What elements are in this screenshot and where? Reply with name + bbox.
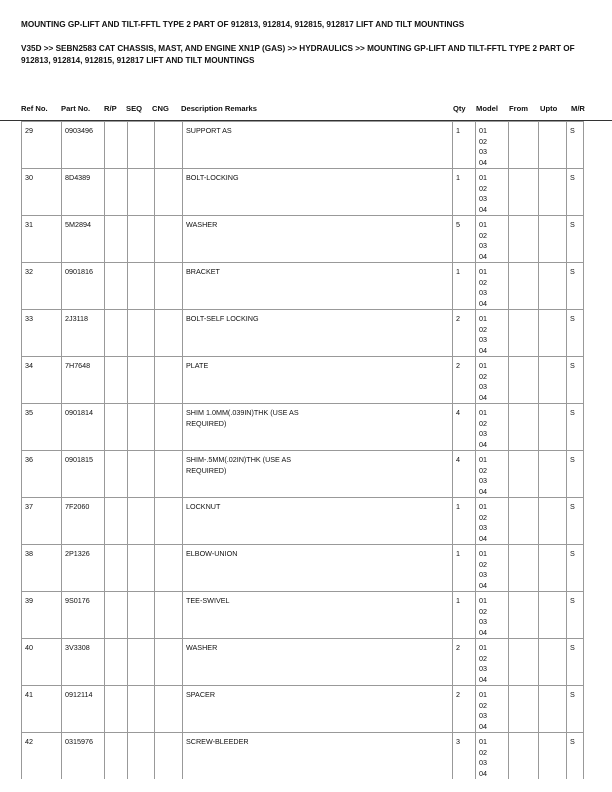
breadcrumb: V35D >> SEBN2583 CAT CHASSIS, MAST, AND ENGINE XN1P (GAS) >> HYDRAULICS >> MOUNTING GP-LIFT AND TILT-FFTL TYPE 2 PART OF 912813, 912814, 912815, 912817 LIFT AND TILT MOUNTINGS (21, 44, 575, 65)
cell-ref: 36 (22, 451, 62, 498)
cell-from (509, 357, 539, 404)
table-row (22, 310, 584, 357)
cell-from (509, 404, 539, 451)
cell-upto (539, 404, 567, 451)
cell-desc: ELBOW-UNION (183, 545, 453, 592)
cell-rp (105, 169, 128, 216)
cell-qty: 1 (453, 169, 476, 216)
table-row (22, 686, 584, 733)
cell-desc: PLATE (183, 357, 453, 404)
cell-from (509, 686, 539, 733)
cell-ref: 32 (22, 263, 62, 310)
cell-rp (105, 263, 128, 310)
col-model: Model (476, 104, 498, 113)
cell-model: 01 02 03 04 (476, 216, 509, 263)
cell-from (509, 545, 539, 592)
cell-desc: TEE-SWIVEL (183, 592, 453, 639)
cell-part: 0901815 (62, 451, 105, 498)
col-rp: R/P (104, 104, 117, 113)
cell-rp (105, 639, 128, 686)
cell-upto (539, 592, 567, 639)
cell-cng (155, 592, 183, 639)
cell-upto (539, 310, 567, 357)
cell-rp (105, 404, 128, 451)
cell-cng (155, 686, 183, 733)
cell-from (509, 216, 539, 263)
cell-cng (155, 263, 183, 310)
cell-part: 2J3118 (62, 310, 105, 357)
cell-upto (539, 216, 567, 263)
cell-ref: 42 (22, 733, 62, 780)
cell-rp (105, 498, 128, 545)
cell-from (509, 310, 539, 357)
cell-seq (128, 451, 155, 498)
col-seq: SEQ (126, 104, 143, 113)
cell-ref: 37 (22, 498, 62, 545)
cell-qty: 5 (453, 216, 476, 263)
cell-rp (105, 357, 128, 404)
cell-cng (155, 404, 183, 451)
cell-from (509, 592, 539, 639)
cell-part: 0912114 (62, 686, 105, 733)
cell-mr: S (567, 263, 584, 310)
cell-part: 7H7648 (62, 357, 105, 404)
cell-seq (128, 686, 155, 733)
cell-model: 01 02 03 04 (476, 310, 509, 357)
cell-ref: 29 (22, 122, 62, 169)
cell-desc: BOLT-SELF LOCKING (183, 310, 453, 357)
cell-seq (128, 357, 155, 404)
cell-cng (155, 451, 183, 498)
table-row (22, 263, 584, 310)
cell-mr: S (567, 122, 584, 169)
cell-seq (128, 310, 155, 357)
cell-mr: S (567, 404, 584, 451)
cell-upto (539, 357, 567, 404)
col-mr: M/R (571, 104, 585, 113)
cell-mr: S (567, 545, 584, 592)
cell-rp (105, 310, 128, 357)
cell-ref: 34 (22, 357, 62, 404)
cell-upto (539, 122, 567, 169)
cell-cng (155, 545, 183, 592)
cell-seq (128, 404, 155, 451)
cell-rp (105, 733, 128, 780)
cell-desc: SPACER (183, 686, 453, 733)
parts-table (21, 121, 584, 779)
cell-rp (105, 216, 128, 263)
cell-cng (155, 639, 183, 686)
cell-part: 0901814 (62, 404, 105, 451)
cell-upto (539, 686, 567, 733)
cell-qty: 4 (453, 404, 476, 451)
cell-cng (155, 216, 183, 263)
table-row (22, 357, 584, 404)
cell-cng (155, 357, 183, 404)
cell-mr: S (567, 686, 584, 733)
col-upto: Upto (540, 104, 558, 113)
table-row (22, 545, 584, 592)
cell-qty: 2 (453, 639, 476, 686)
cell-part: 8D4389 (62, 169, 105, 216)
cell-seq (128, 122, 155, 169)
cell-mr: S (567, 451, 584, 498)
cell-ref: 40 (22, 639, 62, 686)
table-row (22, 733, 584, 780)
cell-mr: S (567, 310, 584, 357)
cell-qty: 1 (453, 592, 476, 639)
cell-desc: BRACKET (183, 263, 453, 310)
cell-desc: SHIM-.5MM(.02IN)THK (USE AS REQUIRED) (183, 451, 453, 498)
cell-cng (155, 169, 183, 216)
cell-model: 01 02 03 04 (476, 169, 509, 216)
col-cng: CNG (152, 104, 169, 113)
cell-cng (155, 310, 183, 357)
cell-upto (539, 545, 567, 592)
cell-model: 01 02 03 04 (476, 122, 509, 169)
cell-part: 0903496 (62, 122, 105, 169)
cell-desc: SHIM 1.0MM(.039IN)THK (USE AS REQUIRED) (183, 404, 453, 451)
cell-seq (128, 545, 155, 592)
cell-desc: SCREW-BLEEDER (183, 733, 453, 780)
cell-mr: S (567, 498, 584, 545)
table-row (22, 639, 584, 686)
cell-desc: WASHER (183, 216, 453, 263)
cell-part: 7F2060 (62, 498, 105, 545)
cell-upto (539, 451, 567, 498)
cell-seq (128, 216, 155, 263)
col-from: From (509, 104, 528, 113)
cell-seq (128, 592, 155, 639)
cell-upto (539, 639, 567, 686)
cell-desc: WASHER (183, 639, 453, 686)
cell-part: 0901816 (62, 263, 105, 310)
cell-mr: S (567, 169, 584, 216)
cell-qty: 4 (453, 451, 476, 498)
cell-part: 5M2894 (62, 216, 105, 263)
cell-seq (128, 263, 155, 310)
cell-ref: 41 (22, 686, 62, 733)
cell-model: 01 02 03 04 (476, 545, 509, 592)
cell-mr: S (567, 216, 584, 263)
table-row (22, 122, 584, 169)
col-desc: Description Remarks (181, 104, 257, 113)
cell-upto (539, 263, 567, 310)
cell-ref: 31 (22, 216, 62, 263)
cell-part: 3V3308 (62, 639, 105, 686)
cell-part: 2P1326 (62, 545, 105, 592)
cell-mr: S (567, 639, 584, 686)
cell-cng (155, 733, 183, 780)
cell-from (509, 733, 539, 780)
cell-rp (105, 122, 128, 169)
table-row (22, 451, 584, 498)
cell-part: 0315976 (62, 733, 105, 780)
cell-qty: 2 (453, 686, 476, 733)
cell-model: 01 02 03 04 (476, 592, 509, 639)
cell-upto (539, 169, 567, 216)
cell-desc: LOCKNUT (183, 498, 453, 545)
table-row (22, 592, 584, 639)
cell-desc: BOLT-LOCKING (183, 169, 453, 216)
cell-qty: 2 (453, 357, 476, 404)
cell-upto (539, 498, 567, 545)
cell-qty: 2 (453, 310, 476, 357)
table-header (0, 100, 612, 121)
cell-rp (105, 545, 128, 592)
cell-model: 01 02 03 04 (476, 451, 509, 498)
cell-from (509, 263, 539, 310)
cell-ref: 39 (22, 592, 62, 639)
cell-ref: 38 (22, 545, 62, 592)
cell-model: 01 02 03 04 (476, 733, 509, 780)
cell-from (509, 451, 539, 498)
cell-seq (128, 498, 155, 545)
cell-part: 9S0176 (62, 592, 105, 639)
cell-qty: 1 (453, 263, 476, 310)
cell-qty: 1 (453, 122, 476, 169)
table-row (22, 404, 584, 451)
cell-ref: 30 (22, 169, 62, 216)
cell-model: 01 02 03 04 (476, 357, 509, 404)
cell-seq (128, 733, 155, 780)
cell-from (509, 639, 539, 686)
cell-mr: S (567, 733, 584, 780)
cell-desc: SUPPORT AS (183, 122, 453, 169)
cell-mr: S (567, 592, 584, 639)
cell-model: 01 02 03 04 (476, 263, 509, 310)
cell-seq (128, 639, 155, 686)
table-row (22, 216, 584, 263)
cell-cng (155, 498, 183, 545)
cell-rp (105, 592, 128, 639)
cell-qty: 1 (453, 545, 476, 592)
cell-from (509, 169, 539, 216)
cell-upto (539, 733, 567, 780)
cell-cng (155, 122, 183, 169)
cell-model: 01 02 03 04 (476, 686, 509, 733)
col-part: Part No. (61, 104, 91, 113)
col-ref: Ref No. (21, 104, 48, 113)
cell-from (509, 122, 539, 169)
page-title: MOUNTING GP-LIFT AND TILT-FFTL TYPE 2 PART OF 912813, 912814, 912815, 912817 LIFT AND TILT MOUNTINGS (21, 20, 465, 29)
cell-model: 01 02 03 04 (476, 404, 509, 451)
cell-ref: 33 (22, 310, 62, 357)
cell-ref: 35 (22, 404, 62, 451)
cell-rp (105, 686, 128, 733)
cell-seq (128, 169, 155, 216)
cell-qty: 1 (453, 498, 476, 545)
cell-mr: S (567, 357, 584, 404)
table-row (22, 169, 584, 216)
table-row (22, 498, 584, 545)
cell-model: 01 02 03 04 (476, 498, 509, 545)
col-qty: Qty (453, 104, 466, 113)
cell-rp (105, 451, 128, 498)
cell-model: 01 02 03 04 (476, 639, 509, 686)
cell-qty: 3 (453, 733, 476, 780)
cell-from (509, 498, 539, 545)
